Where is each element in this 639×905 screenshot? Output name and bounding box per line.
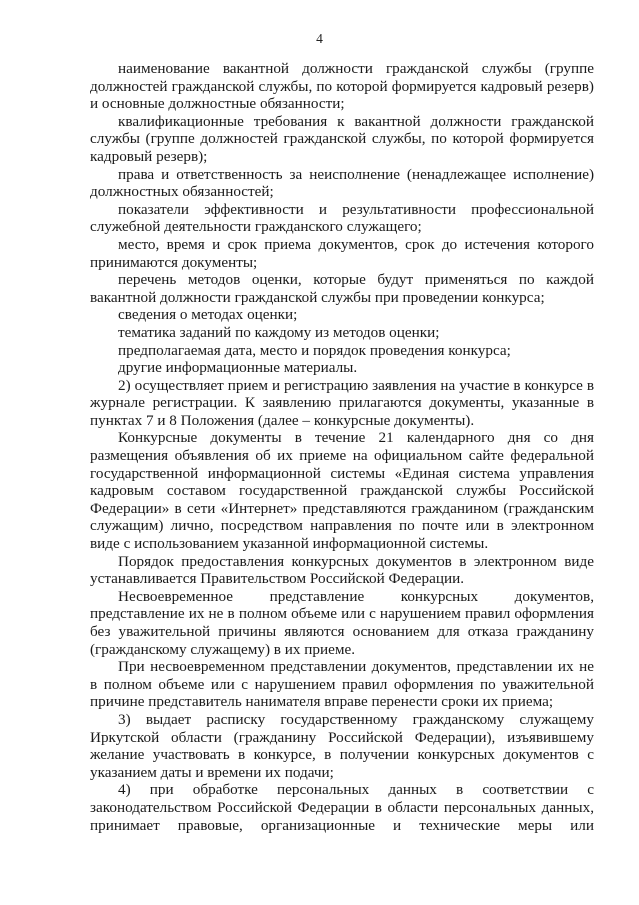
paragraph: При несвоевременном представлении документов, представлении их не в полном объеме или с нарушением правил оформления по уважительной причине представитель нанимателя вправе перенести сроки их приема; [90, 658, 594, 711]
paragraph: квалификационные требования к вакантной должности гражданской службы (группе должностей гражданской службы, по которой формируется кадровый резерв); [90, 112, 594, 165]
paragraph: сведения о методах оценки; [118, 306, 298, 324]
paragraph: 4) при обработке персональных данных в соответствии с законодательством Российской Федерации в области персональных данных, принимает правовые, организационные и технические меры или [90, 781, 594, 834]
paragraph: перечень методов оценки, которые будут применяться по каждой вакантной должности гражданской службы при проведении конкурса; [90, 271, 594, 306]
paragraph: 2) осуществляет прием и регистрацию заявления на участие в конкурсе в журнале регистрации. К заявлению прилагаются документы, указанные в пунктах 7 и 8 Положения (далее – конкурсные документы). [90, 376, 594, 429]
paragraph: Конкурсные документы в течение 21 календарного дня со дня размещения объявления об их приеме на официальном сайте федеральной государственной информационной системы «Единая система управления кадровым составом государственной гражданской службы Российской Федерации» в сети «Интернет» представляются гражданином (гражданским служащим) лично, посредством направления по почте или в электронном виде с использованием указанной информационной системы. [90, 429, 594, 553]
document-body [90, 60, 594, 834]
paragraph: Порядок предоставления конкурсных документов в электронном виде устанавливается Правительством Российской Федерации. [90, 552, 594, 588]
page-number: 4 [316, 31, 323, 46]
paragraph: место, время и срок приема документов, срок до истечения которого принимаются документы; [90, 235, 594, 271]
paragraph: тематика заданий по каждому из методов оценки; [118, 323, 440, 341]
paragraph: другие информационные материалы. [118, 359, 358, 377]
paragraph: права и ответственность за неисполнение (ненадлежащее исполнение) должностных обязанностей; [90, 165, 594, 201]
paragraph: Несвоевременное представление конкурсных документов, представление их не в полном объеме или с нарушением правил оформления без уважительной причины являются основанием для отказа гражданину (гражданскому служащему) в их приеме. [90, 587, 594, 658]
paragraph: предполагаемая дата, место и порядок проведения конкурса; [118, 341, 511, 359]
paragraph: 3) выдает расписку государственному гражданскому служащему Иркутской области (гражданину Российской Федерации), изъявившему желание участвовать в конкурсе, в получении конкурсных документов с указанием даты и времени их подачи; [90, 710, 594, 781]
paragraph: наименование вакантной должности гражданской службы (группе должностей гражданской службы, по которой формируется кадровый резерв) и основные должностные обязанности; [90, 60, 594, 113]
paragraph: показатели эффективности и результативности профессиональной служебной деятельности гражданского служащего; [90, 200, 594, 236]
